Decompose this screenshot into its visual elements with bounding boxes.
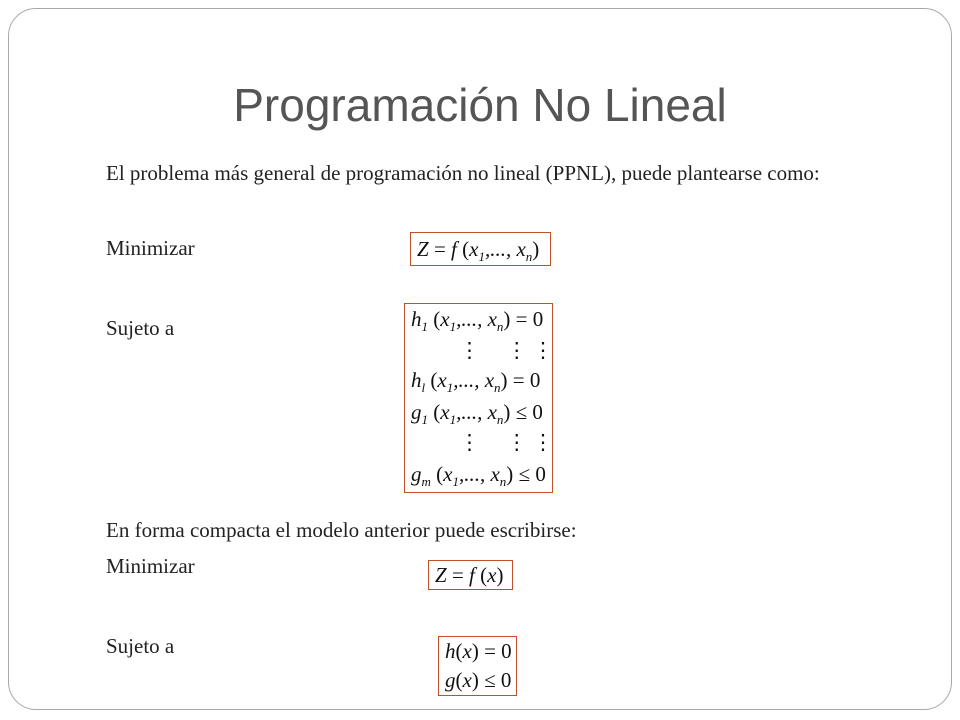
minimize-label-1: Minimizar bbox=[106, 236, 195, 260]
compact-constraint-g: g(x) ≤ 0 bbox=[445, 668, 512, 692]
subject-to-label-1: Sujeto a bbox=[106, 316, 175, 340]
slide-title: Programación No Lineal bbox=[233, 79, 727, 131]
compact-objective-equation: Z = f (x) bbox=[435, 563, 504, 587]
constraints-equation-box bbox=[404, 303, 553, 493]
objective-equation-box bbox=[410, 232, 551, 266]
constraint-gm: $g_m$ ($x_1$,..., $x_n) \le 0$ bbox=[411, 462, 546, 490]
compact-intro: En forma compacta el modelo anterior puede escribirse: bbox=[106, 518, 577, 542]
constraint-h1: $h_1$ ($x_1$,..., $x_n) = 0$ bbox=[411, 307, 544, 335]
objective-equation: Z = f ($x_1$,..., $x_n$) bbox=[417, 237, 540, 265]
compact-objective-box bbox=[428, 560, 513, 590]
compact-constraint-h: h(x) = 0 bbox=[445, 639, 512, 663]
constraint-hl: $h_l$ ($x_1$,..., $x_n) = 0$ bbox=[411, 368, 541, 396]
vertical-dots-1: ⋮ ⋮ ⋮ bbox=[459, 338, 554, 362]
constraint-g1: $g_1$ ($x_1$,..., $x_n) \le 0$ bbox=[411, 400, 543, 428]
compact-constraints-box bbox=[438, 636, 517, 696]
minimize-label-2: Minimizar bbox=[106, 554, 195, 578]
intro-paragraph: El problema más general de programación no lineal (PPNL), puede plantearse como: bbox=[106, 161, 820, 185]
subject-to-label-2: Sujeto a bbox=[106, 634, 175, 658]
vertical-dots-2: ⋮ ⋮ ⋮ bbox=[459, 430, 554, 454]
